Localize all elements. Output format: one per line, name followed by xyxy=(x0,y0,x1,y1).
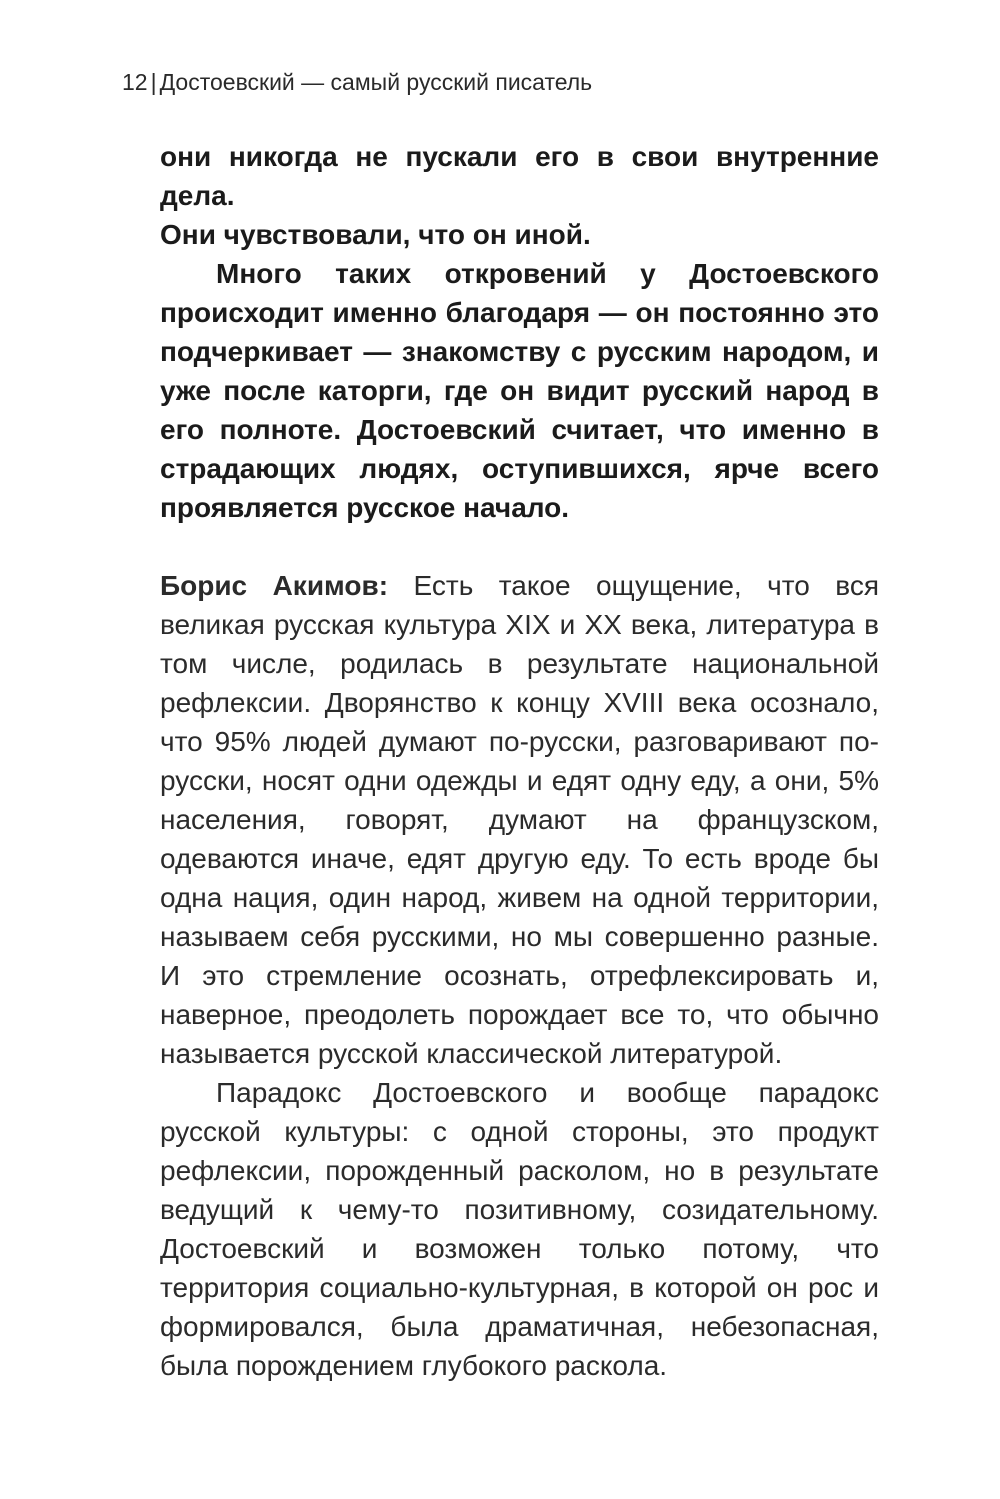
speaker-name: Борис Акимов: xyxy=(160,570,389,601)
header-separator: | xyxy=(150,69,157,95)
paragraph-paradox: Парадокс Достоевского и вообще парадокс русской культуры: с одной стороны, это продукт рефлексии, порожденный расколом, но в результате ведущий к чему-то позитивному, созидательному. Достоевский и возможен только потому, что территория социально-культурная, в которой он рос и формировался, была драматичная, небезопасная, была порождением глубокого раскола. xyxy=(160,1077,879,1381)
paragraph-akimov xyxy=(160,566,879,1073)
akimov-text: Есть такое ощущение, что вся великая русская культура XIX и XX века, литература в том числе, родилась в результате национальной рефлексии. Дворянство к концу XVIII века осознало, что 95% людей думают по-русски, разговаривают по-русски, носят одни одежды и едят одну еду, а они, 5% населения, говорят, думают на французском, одеваются иначе, едят другую еду. То есть вроде бы одна нация, один народ, живем на одной территории, называем себя русскими, но мы совершенно разные. И это стремление осознать, отрефлексировать и, наверное, преодолеть порождает все то, что обычно называется русской классической литературой. xyxy=(160,570,880,1069)
chapter-title: Достоевский — самый русский писатель xyxy=(159,69,593,95)
running-head xyxy=(122,66,592,98)
page-body xyxy=(160,137,879,1385)
paragraph-continued: они никогда не пускали его в свои внутренние дела. Они чувствовали, что он иной. xyxy=(160,141,879,250)
paragraph-dostoevsky-revelations: Много таких откровений у Достоевского происходит именно благодаря — он постоянно это подчеркивает — знакомству с русским народом, и уже после каторги, где он видит русский народ в его полноте. Достоевский считает, что именно в страдающих людях, оступившихся, ярче всего проявляется русское начало. xyxy=(160,258,879,523)
page-number: 12 xyxy=(122,69,148,95)
